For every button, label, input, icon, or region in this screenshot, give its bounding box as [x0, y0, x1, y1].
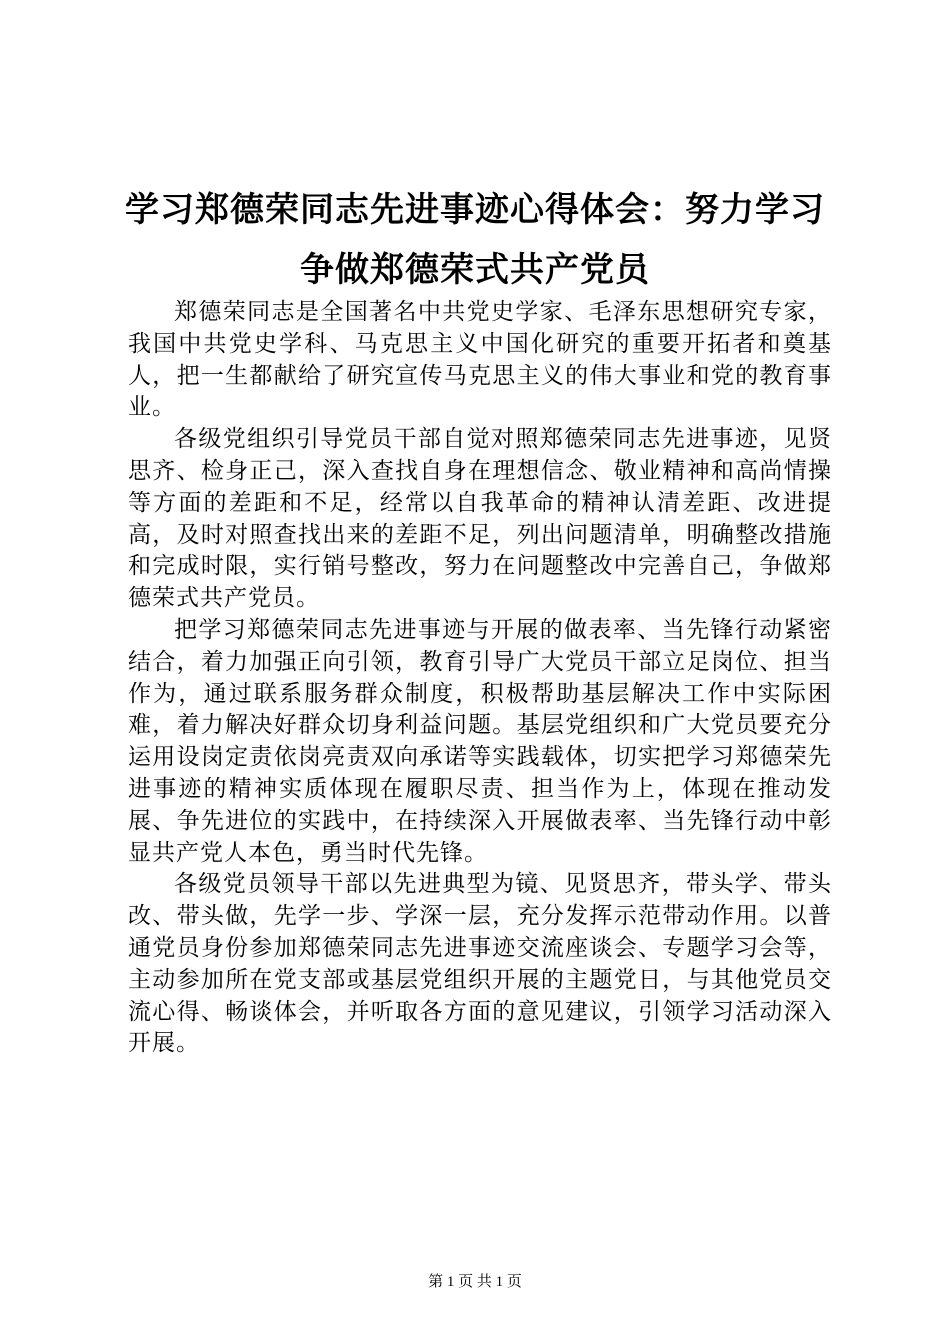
paragraph-3: 把学习郑德荣同志先进事迹与开展的做表率、当先锋行动紧密结合，着力加强正向引领，教育引导广大党员干部立足岗位、担当作为，通过联系服务群众制度，积极帮助基层解决工作中实际困难，着力解决好群众切身利益问题。基层党组织和广大党员要充分运用设岗定责依岗亮责双向承诺等实践载体，切实把学习郑德荣先进事迹的精神实质体现在履职尽责、担当作为上，体现在推动发展、争先进位的实践中，在持续深入开展做表率、当先锋行动中彰显共产党人本色，勇当时代先锋。	[128, 616, 832, 866]
page-footer: 第 1 页 共 1 页	[428, 1274, 522, 1290]
paragraph-2: 各级党组织引导党员干部自觉对照郑德荣同志先进事迹，见贤思齐、检身正己，深入查找自身在理想信念、敬业精神和高尚情操等方面的差距和不足，经常以自我革命的精神认清差距、改进提高，及时对照查找出来的差距不足，列出问题清单，明确整改措施和完成时限，实行销号整改，努力在问题整改中完善自己，争做郑德荣式共产党员。	[128, 426, 832, 612]
document-title-line-2: 争做郑德荣式共产党员	[300, 250, 650, 290]
document-title-line-1: 学习郑德荣同志先进事迹心得体会：努力学习	[125, 190, 825, 230]
paragraph-4: 各级党员领导干部以先进典型为镜、见贤思齐，带头学、带头改、带头做，先学一步、学深一层，充分发挥示范带动作用。以普通党员身份参加郑德荣同志先进事迹交流座谈会、专题学习会等，主动参加所在党支部或基层党组织开展的主题党日，与其他党员交流心得、畅谈体会，并听取各方面的意见建议，引领学习活动深入开展。	[128, 871, 832, 1057]
document-body	[128, 297, 832, 1060]
paragraph-1: 郑德荣同志是全国著名中共党史学家、毛泽东思想研究专家，我国中共党史学科、马克思主义中国化研究的重要开拓者和奠基人，把一生都献给了研究宣传马克思主义的伟大事业和党的教育事业。	[128, 299, 832, 421]
